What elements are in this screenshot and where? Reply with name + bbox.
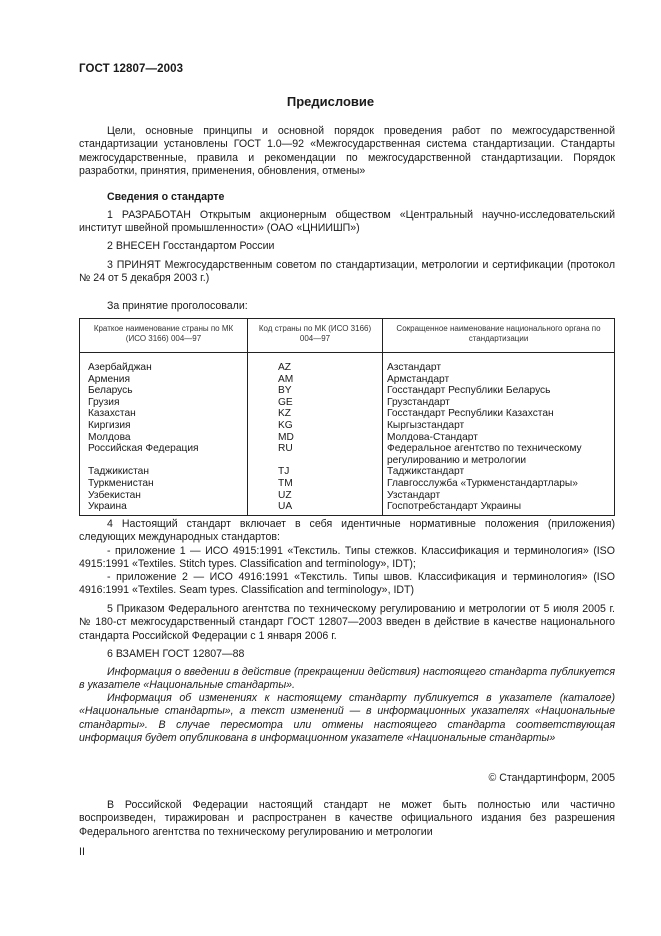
body-cell: Таджикстандарт [383, 466, 615, 478]
item-2: 2 ВНЕСЕН Госстандартом России [107, 240, 275, 252]
body-cell: Госстандарт Республики Казахстан [383, 408, 615, 420]
appendix-1: - приложение 1 — ИСО 4915:1991 «Текстиль. Типы стежков. Классификация и терминология» (ISO 4915:1991 «Textiles. Stitch types. Classification and terminology», IDT); [79, 544, 615, 570]
notice-changes: Информация об изменениях к настоящему стандарту публикуется в указателе (каталоге) «Национальные стандарты», а текст изменений — в информационных указателях «Национальные стандарты». В случае пересмотра или отмены настоящего стандарта соответствующая информация будет опубликована в информационном указателе «Национальные стандарты» [79, 692, 615, 744]
code-cell: AZ [248, 353, 383, 374]
body-cell: Грузстандарт [383, 397, 615, 409]
code-cell: TM [248, 478, 383, 490]
table-row [80, 432, 615, 444]
code-cell: KG [248, 420, 383, 432]
item-6: 6 ВЗАМЕН ГОСТ 12807—88 [107, 648, 245, 660]
body-cell: Узстандарт [383, 490, 615, 502]
body-cell: Азстандарт [383, 353, 615, 374]
table-row [80, 466, 615, 478]
country-cell: Молдова [88, 431, 131, 443]
voting-table [79, 318, 615, 516]
page-title: Предисловие [286, 94, 375, 109]
item-4: 4 Настоящий стандарт включает в себя идентичные нормативные положения (приложения) следующих международных стандартов: - приложение 1 — ИСО 4915:1991 «Текстиль. Типы стежков. Классификация и терминология» (ISO 4915:1991 «Textiles. Stitch types. Classification and terminology», IDT); - приложение 2 — ИСО 4916:1991 «Текстиль. Типы швов. Классификация и терминология» (ISO 4916:1991 «Textiles. Seam types. Classification and terminology», IDT) [79, 518, 615, 597]
body-cell: Федеральное агентство по техническому регулированию и метрологии [383, 443, 615, 466]
code-cell: AM [248, 374, 383, 386]
table-row [80, 443, 615, 466]
table-row [80, 374, 615, 386]
table-header-row [80, 319, 615, 353]
body-cell: Кыргызстандарт [383, 420, 615, 432]
intro-paragraph: Цели, основные принципы и основной порядок проведения работ по межгосударственной стандартизации установлены ГОСТ 1.0—92 «Межгосударственная система стандартизации. Стандарты межгосударственные, правила и рекомендации по межгосударственной стандартизации. Порядок разработки, принятия, применения, обновления, отмены» [79, 125, 615, 177]
country-cell: Грузия [88, 396, 120, 408]
voted-label: За принятие проголосовали: [107, 300, 248, 312]
table-row [80, 397, 615, 409]
body-cell: Молдова-Стандарт [383, 432, 615, 444]
country-cell: Армения [88, 373, 130, 385]
header-country: Краткое наименование страны по МК (ИСО 3166) 004—97 [80, 319, 248, 353]
table-row [80, 490, 615, 502]
table-row [80, 408, 615, 420]
country-cell: Узбекистан [88, 489, 141, 501]
country-cell: Киргизия [88, 419, 131, 431]
item-3: 3 ПРИНЯТ Межгосударственным советом по стандартизации, метрологии и сертификации (протокол № 24 от 5 декабря 2003 г.) [79, 259, 615, 285]
code-cell: TJ [248, 466, 383, 478]
header-body: Сокращенное наименование национального органа по стандартизации [383, 319, 615, 353]
body-cell: Госстандарт Республики Беларусь [383, 385, 615, 397]
standard-header: ГОСТ 12807—2003 [79, 63, 184, 75]
item-5: 5 Приказом Федерального агентства по техническому регулированию и метрологии от 5 июля 2005 г. № 180-ст межгосударственный стандарт ГОСТ 12807—2003 введен в действие в качестве национального стандарта Российской Федерации с 1 января 2006 г. [79, 603, 615, 642]
code-cell: KZ [248, 408, 383, 420]
body-cell: Армстандарт [383, 374, 615, 386]
country-cell: Туркменистан [88, 477, 154, 489]
table-row [80, 420, 615, 432]
table-row [80, 353, 615, 374]
code-cell: UA [248, 501, 383, 515]
table-row [80, 385, 615, 397]
country-cell: Российская Федерация [88, 443, 199, 455]
table-row [80, 501, 615, 515]
notice-introduction: Информация о введении в действие (прекращении действия) настоящего стандарта публикуется в указателе «Национальные стандарты». [79, 666, 615, 692]
code-cell: MD [248, 432, 383, 444]
code-cell: UZ [248, 490, 383, 502]
table-row [80, 478, 615, 490]
country-cell: Азербайджан [88, 362, 152, 373]
info-heading: Сведения о стандарте [107, 191, 225, 203]
copyright-line: © Стандартинформ, 2005 [488, 772, 615, 784]
body-cell: Госпотребстандарт Украины [383, 501, 615, 515]
appendix-2: - приложение 2 — ИСО 4916:1991 «Текстиль. Типы швов. Классификация и терминология» (ISO 4916:1991 «Textiles. Seam types. Classification and terminology», IDT) [79, 571, 615, 597]
country-cell: Таджикистан [88, 466, 149, 478]
code-cell: BY [248, 385, 383, 397]
body-cell: Главгосслужба «Туркменстандартлары» [383, 478, 615, 490]
page-number: II [79, 846, 85, 858]
country-cell: Беларусь [88, 385, 133, 397]
code-cell: GE [248, 397, 383, 409]
country-cell: Украина [80, 501, 248, 515]
country-cell: Казахстан [88, 408, 136, 420]
rights-paragraph: В Российской Федерации настоящий стандарт не может быть полностью или частично воспроизведен, тиражирован и распространен в качестве официального издания без разрешения Федерального агентства по техническому регулированию и метрологии [79, 799, 615, 838]
header-code: Код страны по МК (ИСО 3166) 004—97 [248, 319, 383, 353]
item-1: 1 РАЗРАБОТАН Открытым акционерным обществом «Центральный научно-исследовательский институт швейной промышленности» (ОАО «ЦНИИШП») [79, 209, 615, 235]
code-cell: RU [248, 443, 383, 466]
